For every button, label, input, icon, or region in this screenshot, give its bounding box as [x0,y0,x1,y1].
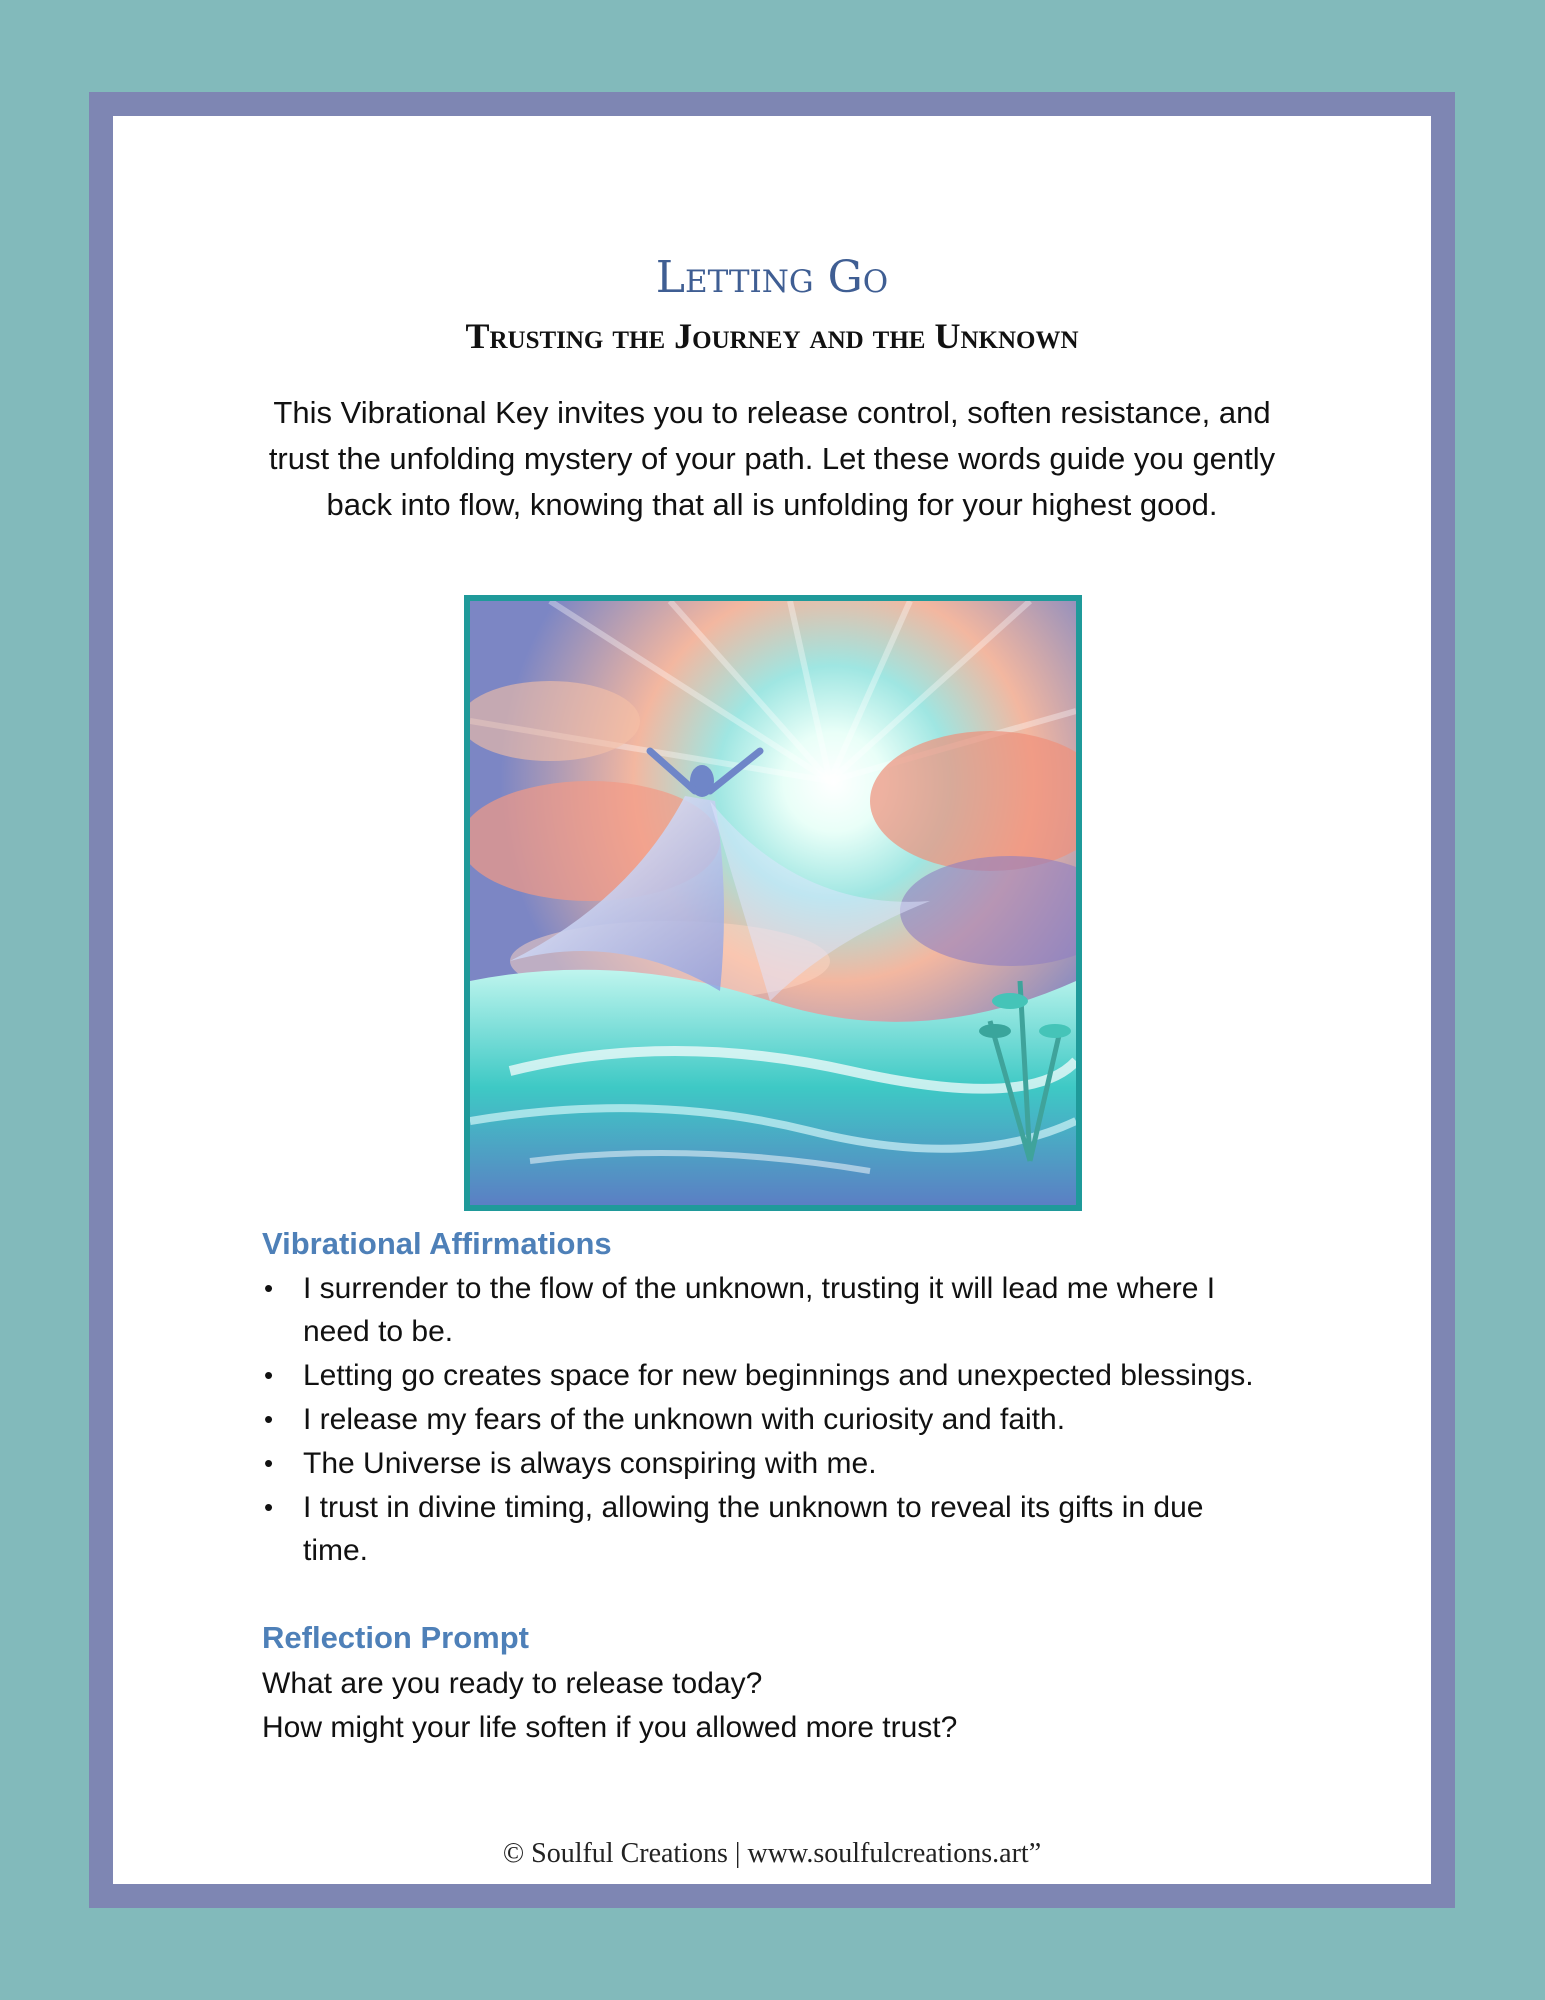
list-item [262,1354,1272,1397]
affirmation-text: I surrender to the flow of the unknown, trusting it will lead me where I need to be. [303,1272,1216,1348]
page-subtitle: Trusting the Journey and the Unknown [465,316,1079,356]
reflection-prompt [262,1662,1282,1750]
affirmations-heading: Vibrational Affirmations [262,1226,612,1261]
list-item [262,1486,1272,1572]
affirmation-text: The Universe is always conspiring with me. [303,1447,877,1480]
reflection-line: How might your life soften if you allowed more trust? [262,1711,958,1744]
affirmation-text: Letting go creates space for new beginnings and unexpected blessings. [303,1359,1254,1392]
page-sheet [113,116,1431,1884]
bullet-icon: • [264,1360,274,1390]
page-title: Letting Go [655,252,889,303]
bullet-icon: • [264,1404,274,1434]
affirmations-list [262,1267,1272,1573]
reflection-heading: Reflection Prompt [262,1620,529,1655]
affirmation-text: I trust in divine timing, allowing the unknown to reveal its gifts in due time. [303,1491,1204,1567]
list-item [262,1267,1272,1353]
bullet-icon: • [264,1273,274,1303]
intro-paragraph: This Vibrational Key invites you to release control, soften resistance, and trust the unfolding mystery of your path. Let these words guide you gently back into flow, knowing that all is unfolding for your highest good. [268,395,1276,522]
reflection-line: What are you ready to release today? [262,1667,763,1700]
illustration-figure-waterfall [464,595,1082,1211]
footer-copyright: © Soulful Creations | www.soulfulcreations.art” [502,1838,1042,1869]
list-item [262,1398,1272,1441]
bullet-icon: • [264,1448,274,1478]
bullet-icon: • [264,1492,274,1522]
affirmation-text: I release my fears of the unknown with curiosity and faith. [303,1403,1066,1436]
illustration-art [470,601,1076,1205]
list-item [262,1442,1272,1485]
